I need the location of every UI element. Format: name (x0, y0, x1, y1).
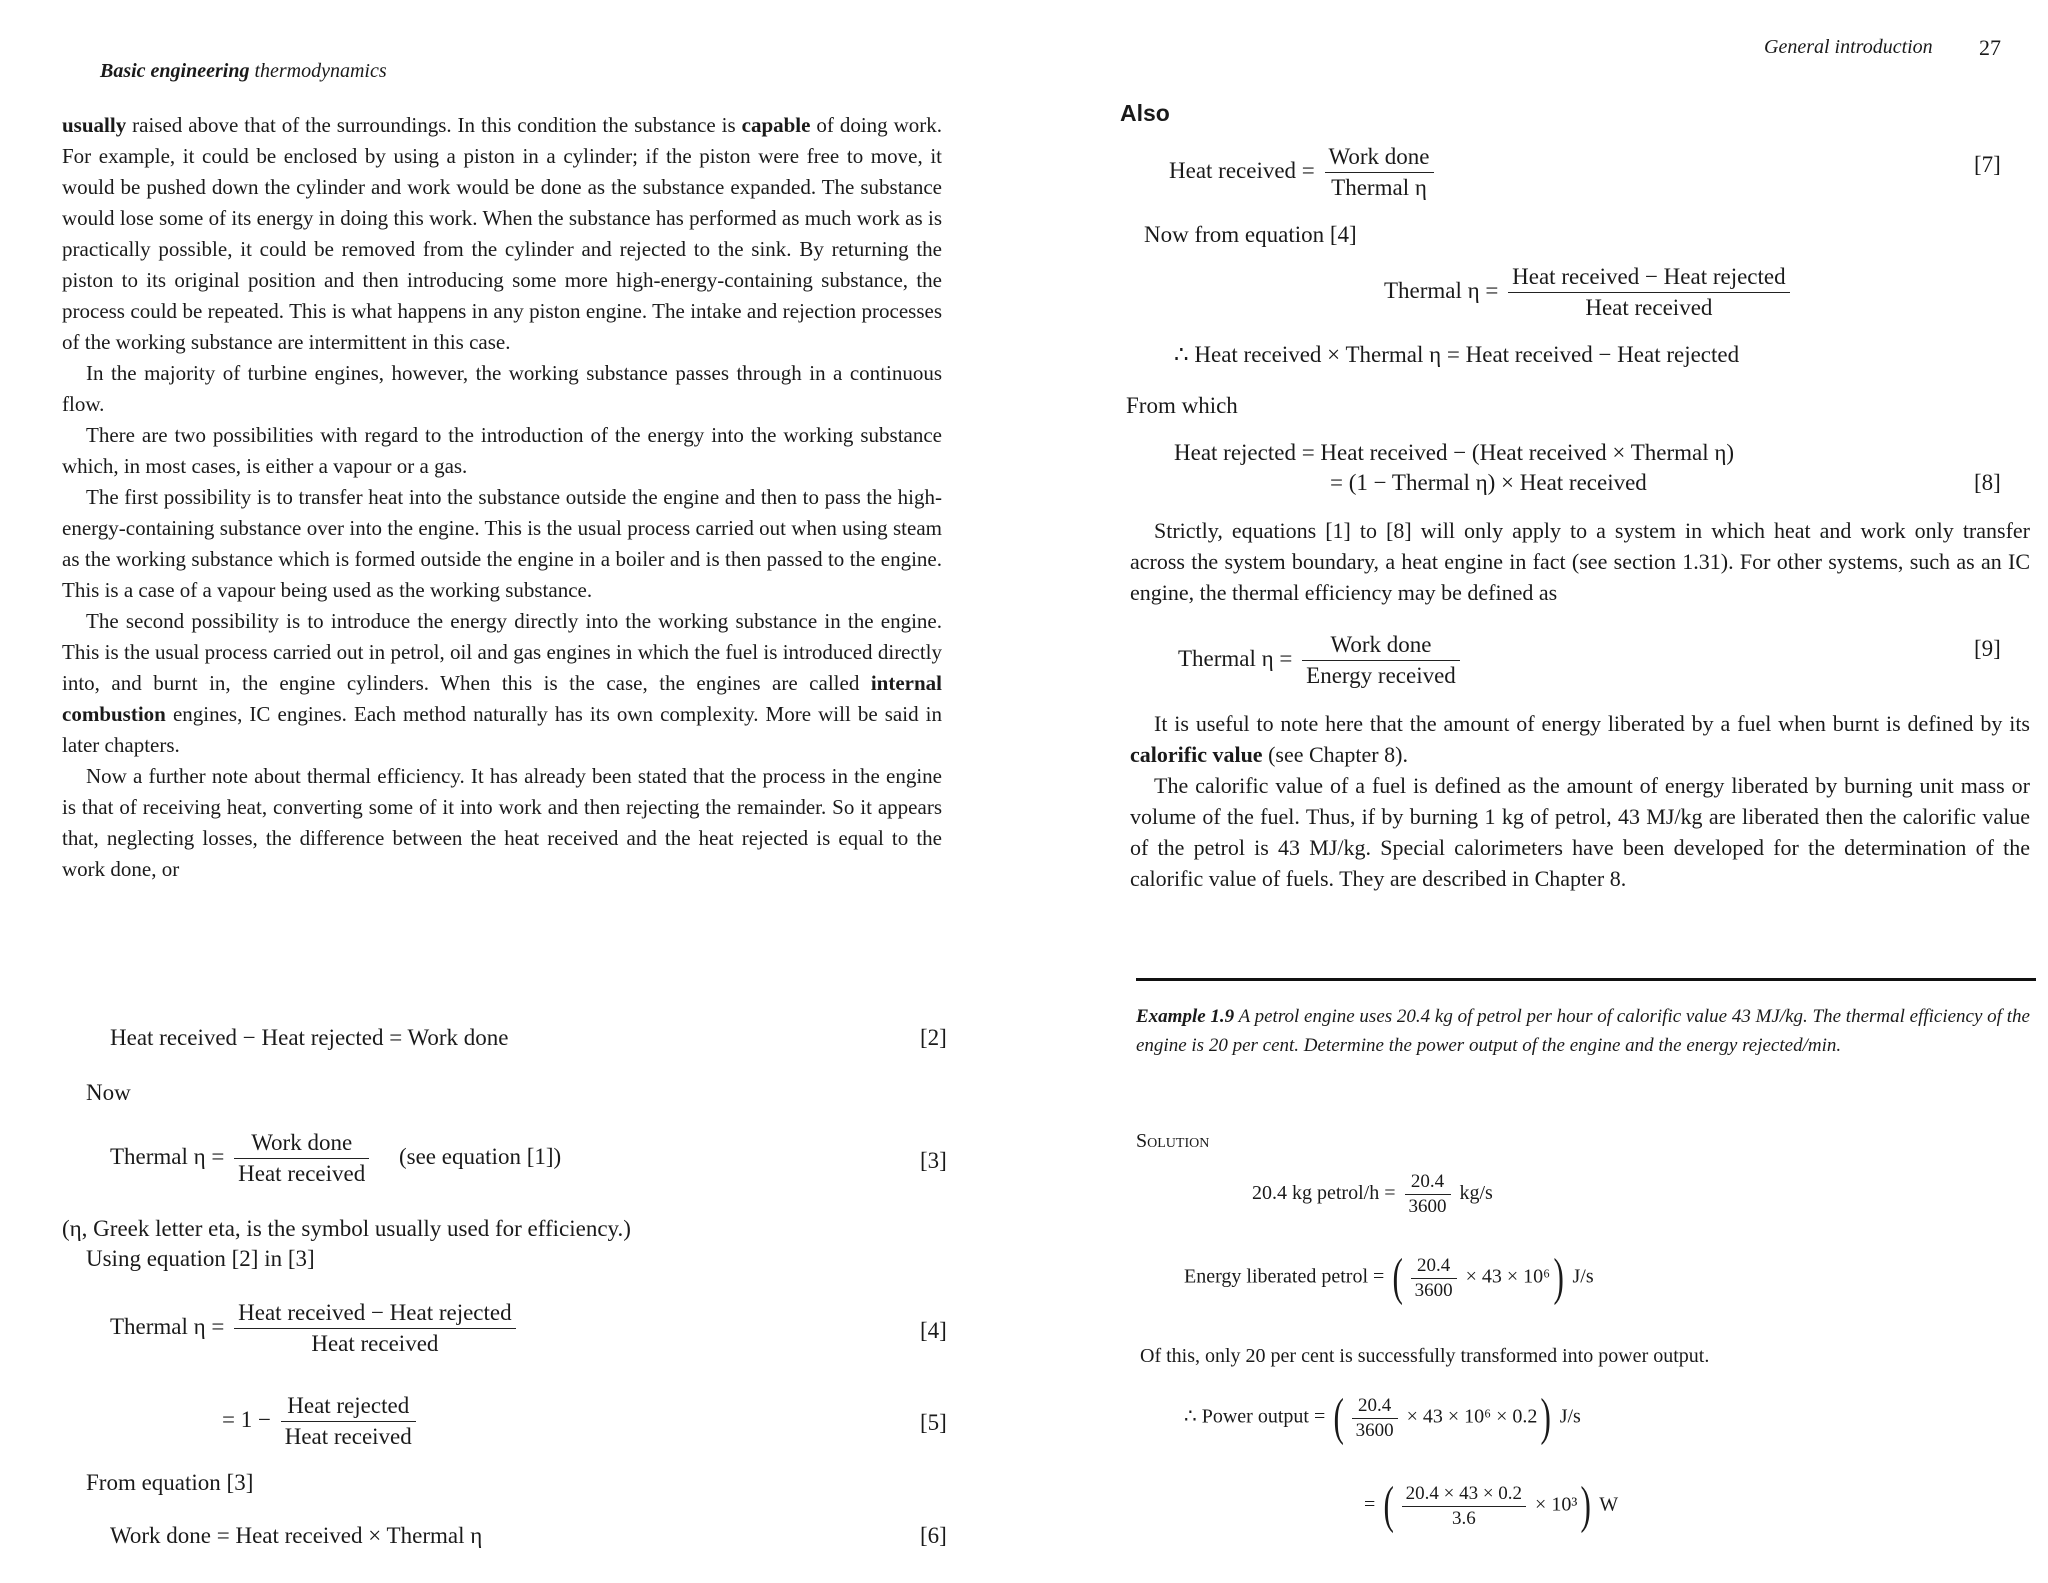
s1-denominator: 3600 (1408, 1196, 1447, 1217)
running-head-bold: Basic engineering (100, 60, 250, 82)
paragraph-6: Now a further note about thermal efficiency. It has already been stated that the process in the engine is that of receiving heat, converting some of it into work and then rejecting the remainder. So it appears that, neglecting losses, the difference between the heat received and the heat rejected is equal to the work done, or (62, 764, 942, 881)
eq4-fraction (234, 1298, 515, 1359)
para5-text-a: The second possibility is to introduce the energy directly into the working substance in the engine. This is the usual process carried out in petrol, oil and gas engines in which the fuel is introduced directly into, and burnt in, the engine cylinders. When this is the case, the engines are called (62, 609, 942, 695)
example-label: Example 1.9 (1136, 1006, 1235, 1027)
equation-4 (110, 1298, 520, 1359)
paragraph-3: There are two possibilities with regard to the introduction of the energy into the working substance which, in most cases, is either a vapour or a gas. (62, 423, 942, 478)
only-20-percent: Of this, only 20 per cent is successfully transformed into power output. (1140, 1345, 1710, 1367)
bold-usually: usually (62, 113, 127, 137)
running-head-rest: thermodynamics (254, 60, 387, 82)
useful-paragraph (1130, 708, 2030, 770)
now-label: Now (86, 1080, 131, 1105)
solution-step-1 (1252, 1170, 1493, 1219)
s4-numerator: 20.4 × 43 × 0.2 (1402, 1482, 1526, 1507)
s3-multiplier: × 43 × 10⁶ × 0.2 (1406, 1405, 1538, 1428)
paragraph-5 (62, 606, 942, 761)
equation-6-number: [6] (920, 1523, 947, 1548)
eta-note: (η, Greek letter eta, is the symbol usually used for efficiency.) (62, 1216, 631, 1241)
s4-multiplier: × 10³ (1535, 1493, 1578, 1516)
eq3-lhs: Thermal η = (110, 1143, 225, 1169)
therefore-line: ∴ Heat received × Thermal η = Heat received − Heat rejected (1174, 342, 1740, 367)
eq9-denominator: Energy received (1306, 663, 1456, 688)
equation-2: Heat received − Heat rejected = Work done (110, 1025, 509, 1050)
bold-calorific-value: calorific value (1130, 742, 1263, 767)
useful-text-a: It is useful to note here that the amount of energy liberated by a fuel when burnt is defined by its (1154, 711, 2030, 736)
equation-4-repeat (1384, 262, 1794, 323)
solution-step-2 (1184, 1249, 1594, 1306)
equation-7 (1169, 142, 1438, 203)
solution-step-4 (1364, 1477, 1619, 1534)
s1-fraction (1405, 1170, 1451, 1219)
solution-step-3 (1184, 1389, 1581, 1446)
para1-text-a: raised above that of the surroundings. In this condition the substance is (132, 113, 736, 137)
open-paren: ( (1392, 1249, 1404, 1306)
s2-numerator: 20.4 (1411, 1254, 1457, 1279)
right-page (1024, 0, 2048, 1583)
s2-denominator: 3600 (1414, 1279, 1453, 1301)
eq7-lhs: Heat received = (1169, 157, 1315, 183)
s2-unit: J/s (1572, 1265, 1594, 1288)
equation-5 (222, 1391, 420, 1452)
equation-8b: = (1 − Thermal η) × Heat received (1330, 470, 1647, 495)
calorific-definition: The calorific value of a fuel is defined as the amount of energy liberated by burning unit mass or volume of the fuel. Thus, if by burning 1 kg of petrol, 43 MJ/kg are liberated then the calorific value of the petrol is 43 MJ/kg. Special calorimeters have been developed for the determination of the calorific value of fuels. They are described in Chapter 8. (1130, 773, 2030, 891)
running-head (100, 60, 387, 83)
strictly-text: Strictly, equations [1] to [8] will only apply to a system in which heat and work only transfer across the system boundary, a heat engine in fact (see section 1.31). For other systems, such as an IC engine, the thermal efficiency may be defined as (1130, 518, 2030, 605)
strictly-paragraph (1130, 515, 2030, 608)
useful-text-b: (see Chapter 8). (1268, 742, 1408, 767)
page-number: 27 (1979, 35, 2001, 60)
close-paren: ) (1553, 1249, 1565, 1306)
from-equation-3: From equation [3] (86, 1470, 254, 1495)
close-paren: ) (1580, 1477, 1592, 1534)
s3-lhs: ∴ Power output = (1184, 1405, 1326, 1428)
equation-6: Work done = Heat received × Thermal η (110, 1523, 483, 1548)
paragraph-1 (62, 110, 942, 358)
example-rule (1136, 978, 2036, 981)
eq5-lhs: = 1 − (222, 1406, 271, 1432)
eq7-fraction (1325, 142, 1434, 203)
s2-fraction (1411, 1254, 1457, 1303)
eq4b-fraction (1508, 262, 1789, 323)
eq3-note: (see equation [1]) (398, 1143, 562, 1169)
eq9-fraction (1302, 630, 1460, 691)
eq5-denominator: Heat received (284, 1424, 412, 1449)
eq3-numerator: Work done (234, 1128, 369, 1159)
equation-9 (1178, 630, 1464, 691)
solution-heading: Solution (1136, 1130, 1210, 1152)
s3-denominator: 3600 (1355, 1419, 1394, 1441)
bold-capable: capable (741, 113, 811, 137)
bold-internal-combustion: internal combustion (62, 671, 943, 726)
calorific-paragraphs (1130, 708, 2030, 894)
equation-7-number: [7] (1974, 152, 2001, 177)
s3-numerator: 20.4 (1352, 1394, 1398, 1419)
eq4b-numerator: Heat received − Heat rejected (1508, 262, 1789, 293)
s4-fraction (1402, 1482, 1526, 1531)
eq9-lhs: Thermal η = (1178, 645, 1293, 671)
eq4-numerator: Heat received − Heat rejected (234, 1298, 515, 1329)
eq9-numerator: Work done (1302, 630, 1460, 661)
s3-fraction (1352, 1394, 1398, 1443)
paragraph-2: In the majority of turbine engines, however, the working substance passes through in a continuous flow. (62, 361, 942, 416)
equation-4-number: [4] (920, 1318, 947, 1343)
s2-lhs: Energy liberated petrol = (1184, 1265, 1385, 1288)
s4-unit: W (1599, 1493, 1619, 1516)
equation-8-number: [8] (1974, 470, 2001, 495)
s2-multiplier: × 43 × 10⁶ (1465, 1265, 1551, 1288)
eq5-numerator: Heat rejected (281, 1391, 416, 1422)
s1-lhs: 20.4 kg petrol/h = (1252, 1182, 1396, 1205)
running-head-right: General introduction (1764, 36, 1933, 58)
also-heading: Also (1120, 100, 1170, 126)
paragraph-4: The first possibility is to transfer heat into the substance outside the engine and then to pass the high-energy-containing substance over into the engine. This is the usual process carried out when using steam as the working substance which is formed outside the engine in a boiler and is then passed to the engine. This is a case of a vapour being used as the working substance. (62, 485, 942, 602)
s3-unit: J/s (1559, 1405, 1581, 1428)
close-paren: ) (1540, 1389, 1552, 1446)
example-1-9 (1136, 1002, 2036, 1060)
eq4b-denominator: Heat received (1585, 295, 1713, 320)
equation-9-number: [9] (1974, 636, 2001, 661)
eq4-denominator: Heat received (311, 1331, 439, 1356)
eq3-fraction (234, 1128, 369, 1189)
example-text: A petrol engine uses 20.4 kg of petrol per hour of calorific value 43 MJ/kg. The thermal efficiency of the engine is 20 per cent. Determine the power output of the engine and the energy rejected/min. (1136, 1006, 2030, 1056)
from-which: From which (1126, 393, 1238, 418)
eq7-numerator: Work done (1325, 142, 1434, 173)
para5-text-b: engines, IC engines. Each method naturally has its own complexity. More will be said in later chapters. (62, 702, 943, 757)
para1-text-b: of doing work. For example, it could be enclosed by using a piston in a cylinder; if the piston were free to move, it would be pushed down the cylinder and work would be done as the substance expanded. The substance would lose some of its energy in doing this work. When the substance has performed as much work as is practically possible, it could be removed from the cylinder and rejected to the sink. By returning the piston to its original position and then introducing some more high-energy-containing substance, the process could be repeated. This is what happens in any piston engine. The intake and rejection processes of the working substance are intermittent in this case. (62, 113, 943, 354)
eq7-denominator: Thermal η (1331, 175, 1427, 200)
eq4b-lhs: Thermal η = (1384, 277, 1499, 303)
open-paren: ( (1383, 1477, 1395, 1534)
s1-unit: kg/s (1459, 1182, 1493, 1205)
eq5-fraction (281, 1391, 416, 1452)
equation-2-number: [2] (920, 1025, 947, 1050)
equation-3 (110, 1128, 561, 1189)
equation-3-number: [3] (920, 1148, 947, 1173)
equation-5-number: [5] (920, 1410, 947, 1435)
open-paren: ( (1333, 1389, 1345, 1446)
body-text (62, 110, 942, 885)
s4-denominator: 3.6 (1451, 1507, 1476, 1529)
eq4-lhs: Thermal η = (110, 1313, 225, 1339)
using-equation: Using equation [2] in [3] (86, 1246, 315, 1271)
now-from-equation-4: Now from equation [4] (1144, 222, 1357, 247)
eq3-denominator: Heat received (238, 1161, 366, 1186)
equation-8a: Heat rejected = Heat received − (Heat received × Thermal η) (1174, 440, 1735, 465)
s4-lhs: = (1364, 1493, 1376, 1516)
s1-numerator: 20.4 (1405, 1170, 1451, 1195)
